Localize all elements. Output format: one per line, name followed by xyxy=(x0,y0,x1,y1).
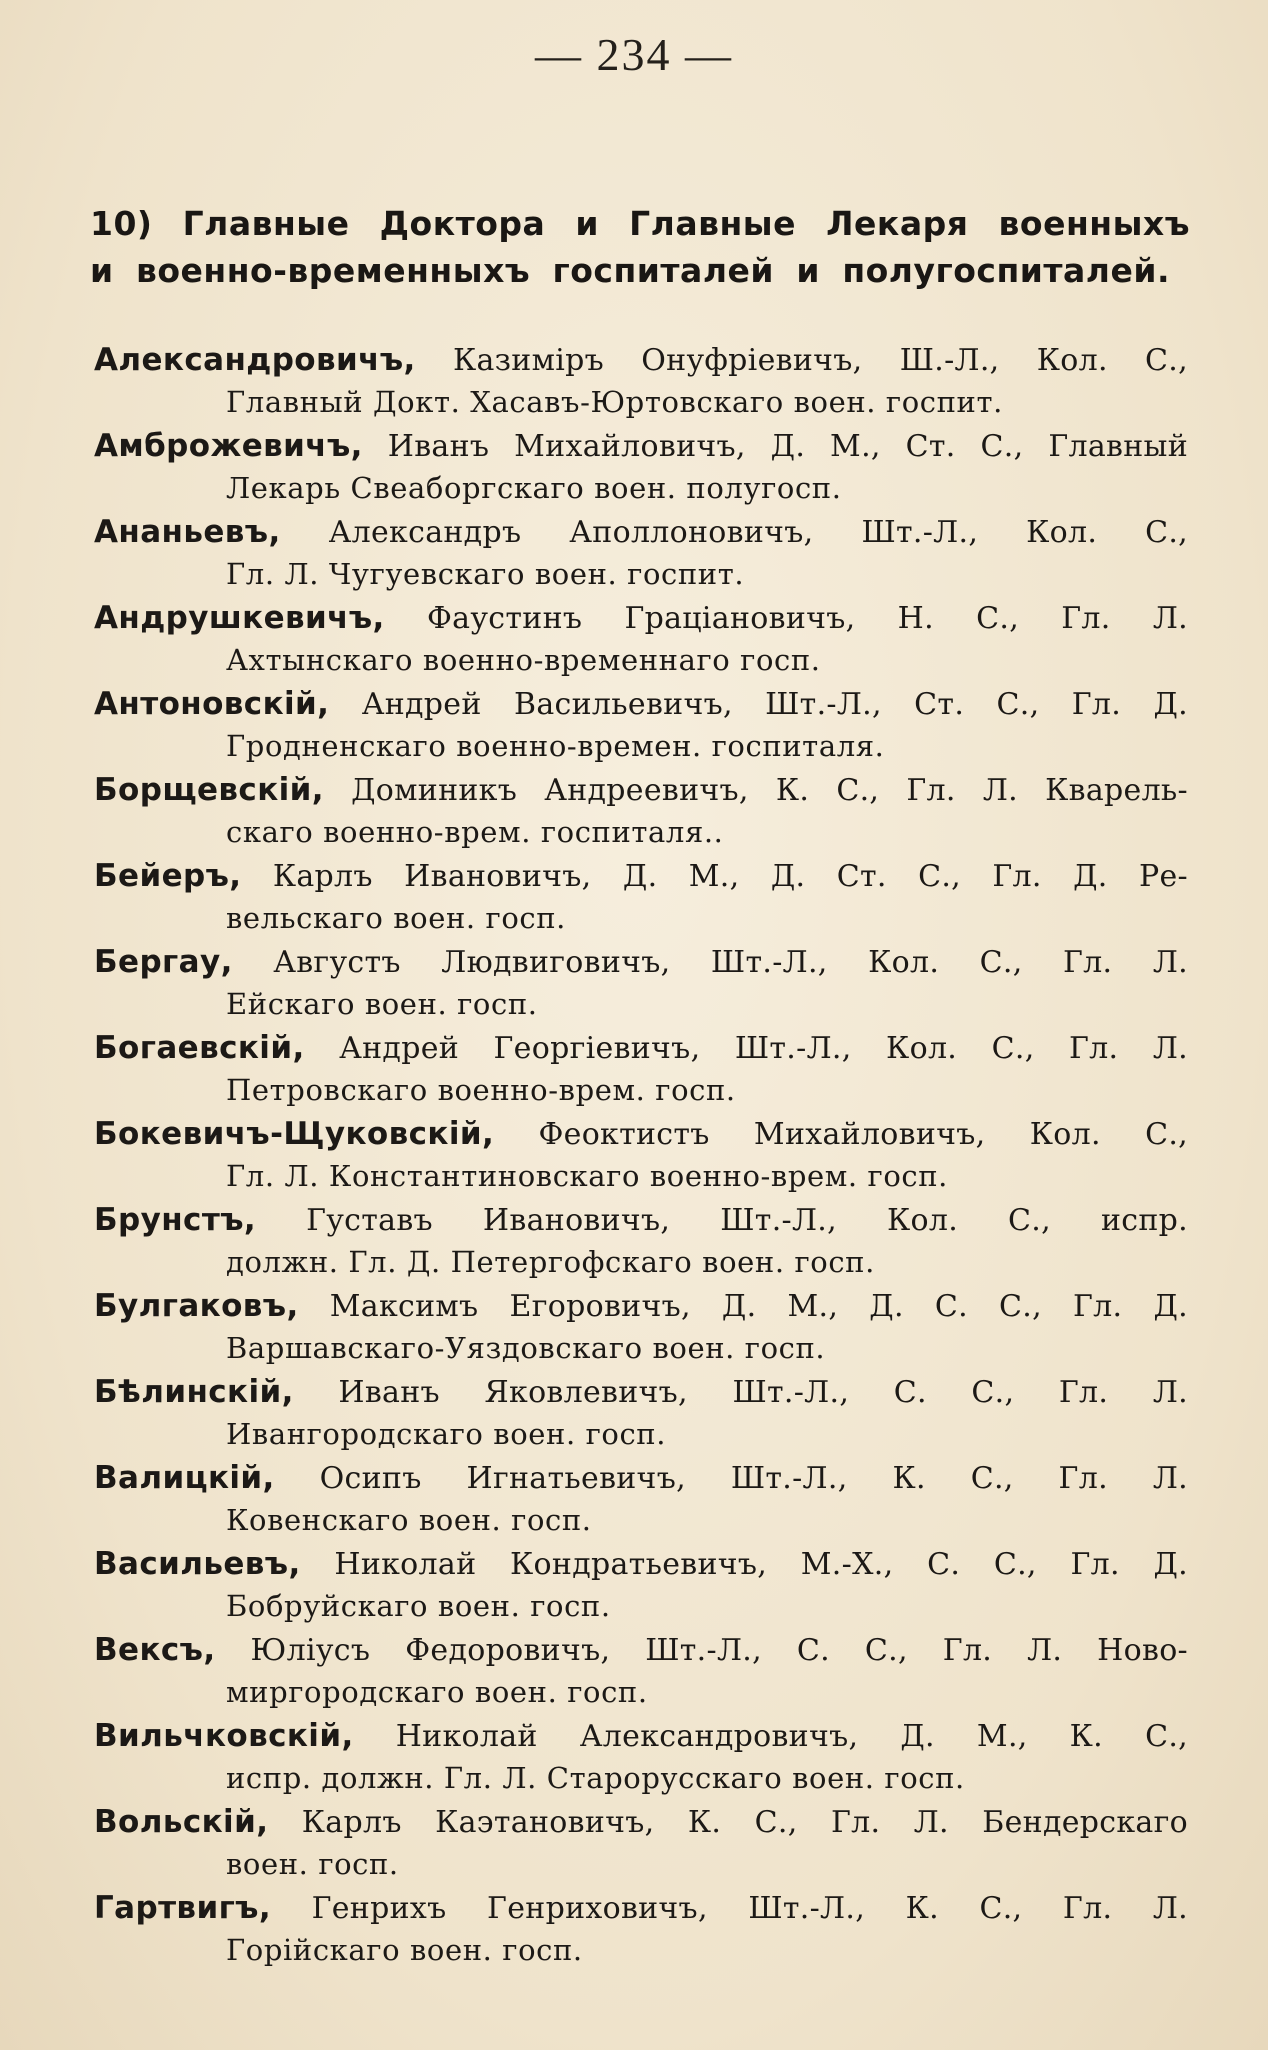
entry-first-line xyxy=(94,768,1188,812)
list-item xyxy=(94,1714,1188,1800)
entries-list xyxy=(94,338,1188,1972)
entry-second-line: миргородскаго воен. госп. xyxy=(226,1675,648,1709)
entry-second-line: испр. должн. Гл. Л. Старорусскаго воен. госп. xyxy=(226,1761,965,1795)
entry-second-line: Бобруйскаго воен. госп. xyxy=(226,1589,611,1623)
list-item xyxy=(94,596,1188,682)
entry-details: Николай Александровичъ, Д. М., К. С., xyxy=(395,1719,1188,1754)
entry-first-line xyxy=(94,1112,1188,1156)
entry-first-line xyxy=(94,1628,1188,1672)
list-item xyxy=(94,338,1188,424)
entry-surname: Гартвигъ, xyxy=(94,1890,272,1926)
list-item xyxy=(94,1800,1188,1886)
entry-surname: Вильчковскій, xyxy=(94,1718,354,1754)
entry-details: Иванъ Яковлевичъ, Шт.-Л., С. С., Гл. Л. xyxy=(338,1375,1188,1410)
entry-surname: Амброжевичъ, xyxy=(94,428,363,464)
entry-second-line: Лекарь Свеаборгскаго воен. полугосп. xyxy=(226,471,842,505)
entry-second-line: Гл. Л. Чугуевскаго воен. госпит. xyxy=(226,557,745,591)
entry-first-line xyxy=(94,1198,1188,1242)
entry-surname: Вольскій, xyxy=(94,1804,269,1840)
entry-details: Андрей Георгіевичъ, Шт.-Л., Кол. С., Гл. Л. xyxy=(339,1031,1188,1066)
entry-first-line xyxy=(94,682,1188,726)
entry-surname: Ананьевъ, xyxy=(94,514,281,550)
entry-details: Осипъ Игнатьевичъ, Шт.-Л., К. С., Гл. Л. xyxy=(319,1461,1188,1496)
entry-first-line xyxy=(94,510,1188,554)
entry-first-line xyxy=(94,1284,1188,1328)
entry-surname: Бейеръ, xyxy=(94,858,242,894)
list-item xyxy=(94,1284,1188,1370)
entry-surname: Булгаковъ, xyxy=(94,1288,299,1324)
list-item xyxy=(94,1112,1188,1198)
entry-second-line: Ейскаго воен. госп. xyxy=(226,987,538,1021)
list-item xyxy=(94,1628,1188,1714)
list-item xyxy=(94,1542,1188,1628)
list-item xyxy=(94,1026,1188,1112)
entry-details: Генрихъ Генриховичъ, Шт.-Л., К. С., Гл. Л. xyxy=(311,1891,1188,1926)
section-title-line-2: и военно-временныхъ госпиталей и полугоспиталей. xyxy=(90,251,1170,290)
entry-second-line: Ахтынскаго военно-временнаго госп. xyxy=(226,643,821,677)
entry-first-line xyxy=(94,1542,1188,1586)
list-item xyxy=(94,510,1188,596)
section-title xyxy=(90,200,1190,294)
page-number: — 234 — xyxy=(535,29,733,80)
entry-surname: Брунстъ, xyxy=(94,1202,257,1238)
entry-first-line xyxy=(94,1026,1188,1070)
entry-details: Андрей Васильевичъ, Шт.-Л., Ст. С., Гл. Д. xyxy=(361,687,1188,722)
entry-surname: Вексъ, xyxy=(94,1632,216,1668)
entry-second-line: должн. Гл. Д. Петергофскаго воен. госп. xyxy=(226,1245,875,1279)
entry-first-line xyxy=(94,1456,1188,1500)
list-item xyxy=(94,1198,1188,1284)
entry-surname: Александровичъ, xyxy=(94,342,416,378)
entry-details: Николай Кондратьевичъ, М.-Х., С. С., Гл. Д. xyxy=(334,1547,1188,1582)
entry-first-line xyxy=(94,1714,1188,1758)
list-item xyxy=(94,1370,1188,1456)
entry-first-line xyxy=(94,338,1188,382)
entry-details: Августъ Людвиговичъ, Шт.-Л., Кол. С., Гл. Л. xyxy=(273,945,1189,980)
entry-second-line: Ковенскаго воен. госп. xyxy=(226,1503,592,1537)
entry-second-line: Главный Докт. Хасавъ-Юртовскаго воен. госпит. xyxy=(226,385,1003,419)
entry-details: Карлъ Ивановичъ, Д. М., Д. Ст. С., Гл. Д. Ре- xyxy=(272,859,1188,894)
entry-second-line: скаго военно-врем. госпиталя.. xyxy=(226,815,724,849)
entry-second-line: воен. госп. xyxy=(226,1847,399,1881)
entry-details: Феоктистъ Михайловичъ, Кол. С., xyxy=(538,1117,1189,1152)
entry-second-line: Петровскаго военно-врем. госп. xyxy=(226,1073,736,1107)
entry-second-line: Горійскаго воен. госп. xyxy=(226,1933,583,1967)
entry-surname: Андрушкевичъ, xyxy=(94,600,385,636)
entry-surname: Антоновскій, xyxy=(94,686,330,722)
entry-details: Фаустинъ Граціановичъ, Н. С., Гл. Л. xyxy=(426,601,1188,636)
entry-details: Казиміръ Онуфріевичъ, Ш.-Л., Кол. С., xyxy=(452,343,1188,378)
entry-surname: Бокевичъ-Щуковскій, xyxy=(94,1116,495,1152)
list-item xyxy=(94,1886,1188,1972)
entry-first-line xyxy=(94,596,1188,640)
list-item xyxy=(94,1456,1188,1542)
entry-details: Александръ Аполлоновичъ, Шт.-Л., Кол. С., xyxy=(328,515,1189,550)
entry-second-line: Ивангородскаго воен. госп. xyxy=(226,1417,667,1451)
entry-first-line xyxy=(94,1370,1188,1414)
entry-surname: Борщевскій, xyxy=(94,772,324,808)
entry-surname: Валицкій, xyxy=(94,1460,275,1496)
entry-first-line xyxy=(94,1886,1188,1930)
entry-surname: Васильевъ, xyxy=(94,1546,301,1582)
entry-details: Доминикъ Андреевичъ, К. С., Гл. Л. Кварель- xyxy=(351,773,1188,808)
section-title-line-1: 10) Главные Доктора и Главные Лекаря военныхъ xyxy=(90,204,1190,243)
entry-details: Иванъ Михайловичъ, Д. М., Ст. С., Главный xyxy=(387,429,1189,464)
entry-second-line: Гл. Л. Константиновскаго военно-врем. госп. xyxy=(226,1159,948,1193)
entry-details: Максимъ Егоровичъ, Д. М., Д. С. С., Гл. Д. xyxy=(329,1289,1188,1324)
entry-first-line xyxy=(94,940,1188,984)
list-item xyxy=(94,768,1188,854)
entry-first-line xyxy=(94,424,1188,468)
entry-surname: Бергау, xyxy=(94,944,233,980)
entry-second-line: Гродненскаго военно-времен. госпиталя. xyxy=(226,729,885,763)
entry-second-line: вельскаго воен. госп. xyxy=(226,901,566,935)
entry-second-line: Варшавскаго-Уяздовскаго воен. госп. xyxy=(226,1331,826,1365)
entry-first-line xyxy=(94,1800,1188,1844)
entry-first-line xyxy=(94,854,1188,898)
entry-details: Карлъ Каэтановичъ, К. С., Гл. Л. Бендерскаго xyxy=(301,1805,1188,1840)
list-item xyxy=(94,940,1188,1026)
list-item xyxy=(94,854,1188,940)
entry-surname: Бѣлинскій, xyxy=(94,1374,294,1410)
list-item xyxy=(94,682,1188,768)
entry-surname: Богаевскій, xyxy=(94,1030,305,1066)
entry-details: Густавъ Ивановичъ, Шт.-Л., Кол. С., испр. xyxy=(306,1203,1188,1238)
list-item xyxy=(94,424,1188,510)
entry-details: Юліусъ Федоровичъ, Шт.-Л., С. С., Гл. Л. Ново- xyxy=(250,1633,1188,1668)
